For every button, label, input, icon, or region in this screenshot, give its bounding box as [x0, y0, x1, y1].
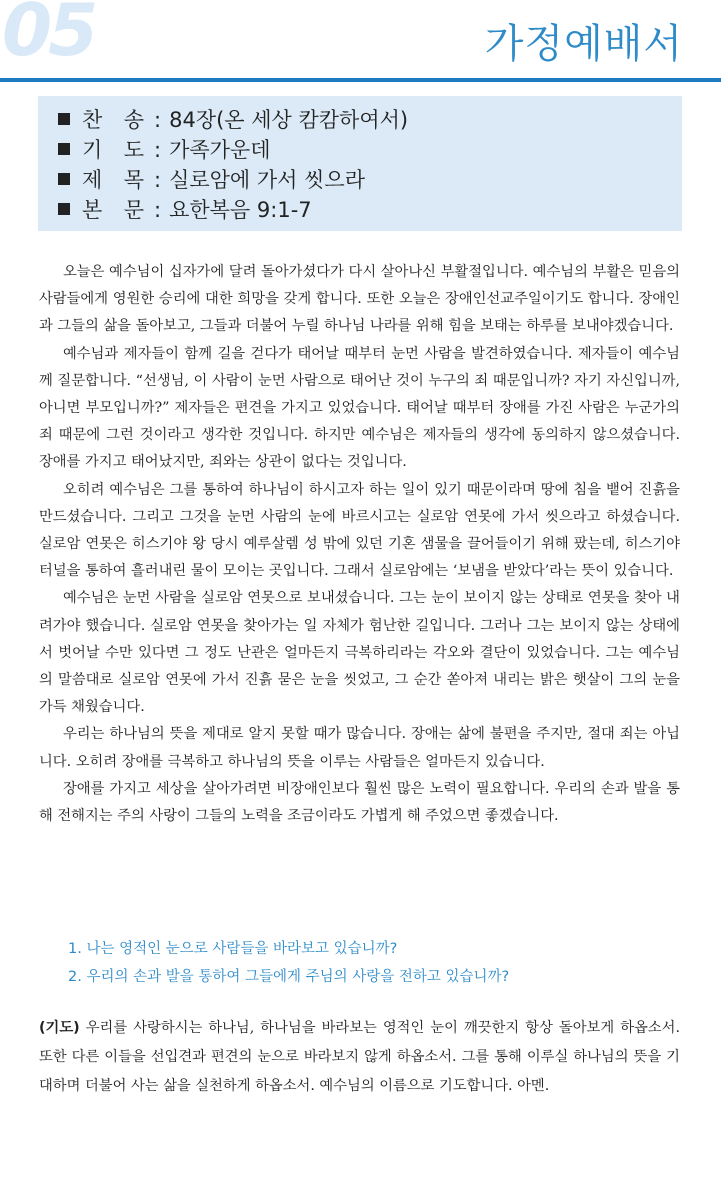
sermon-body: [39, 259, 680, 830]
sermon-paragraph: 오히려 예수님은 그를 통하여 하나님이 하시고자 하는 일이 있기 때문이라며 땅에 침을 뱉어 진흙을 만드셨습니다. 그리고 그것을 눈먼 사람의 눈에 바르시고는 실로암 연못에 가서 씻으라고 하셨습니다. 실로암 연못은 히스기야 왕 당시 예루살렘 성 밖에 있던 기혼 샘물을 끌어들이기 위해 팠는데, 히스기야 터널을 통하여 흘러내린 물이 모이는 곳입니다. 그래서 실로암에는 ‘보냄을 받았다’라는 뜻이 있습니다.: [39, 481, 680, 580]
closing-prayer: [39, 1014, 680, 1101]
sermon-paragraph: 오늘은 예수님이 십자가에 달려 돌아가셨다가 다시 살아나신 부활절입니다. 예수님의 부활은 믿음의 사람들에게 영원한 승리에 대한 희망을 갖게 합니다. 또한 오늘은 장애인선교주일이기도 합니다. 장애인과 그들의 삶을 돌아보고, 그들과 더불어 누릴 하나님 나라를 위해 힘을 보태는 하루를 보내야겠습니다.: [39, 264, 680, 335]
bullet-square-icon: [58, 173, 70, 185]
page-number: 05: [2, 0, 95, 72]
sermon-paragraph: 예수님과 제자들이 함께 길을 걷다가 태어날 때부터 눈먼 사람을 발견하였습니다. 제자들이 예수님께 질문합니다. “선생님, 이 사람이 눈먼 사람으로 태어난 것이 누구의 죄 때문입니까? 자기 자신입니까, 아니면 부모입니까?” 제자들은 편견을 가지고 있었습니다. 태어날 때부터 장애를 가진 사람은 누군가의 죄 때문에 그런 것이라고 생각한 것입니다. 하지만 예수님은 제자들의 생각에 동의하지 않으셨습니다. 장애를 가지고 태어났지만, 죄와는 상관이 없다는 것입니다.: [39, 345, 680, 471]
info-label: 제 목: [82, 168, 144, 192]
info-label: 찬 송: [82, 108, 144, 132]
info-row-hymn: 찬 송 : 84장(온 세상 캄캄하여서): [58, 110, 408, 131]
question-item: 1. 나는 영적인 눈으로 사람들을 바라보고 있습니까?: [68, 941, 398, 957]
sermon-paragraph: 예수님은 눈먼 사람을 실로암 연못으로 보내셨습니다. 그는 눈이 보이지 않는 상태로 연못을 찾아 내려가야 했습니다. 실로암 연못을 찾아가는 일 자체가 험난한 길입니다. 그러나 그는 보이지 않는 상태에서 벗어날 수만 있다면 그 정도 난관은 얼마든지 극복하리라는 각오와 결단이 있었습니다. 그는 예수님의 말씀대로 실로암 연못에 가서 진흙 묻은 눈을 씻었고, 그 순간 쏟아져 내리는 밝은 햇살이 그의 눈을 가득 채웠습니다.: [39, 590, 680, 716]
question-item: 2. 우리의 손과 발을 통하여 그들에게 주님의 사랑을 전하고 있습니까?: [68, 969, 510, 985]
info-label: 본 문: [82, 198, 144, 222]
page-title: 가정예배서: [484, 21, 683, 67]
sermon-paragraph: 우리는 하나님의 뜻을 제대로 알지 못할 때가 많습니다. 장애는 삶에 불편을 주지만, 절대 죄는 아닙니다. 오히려 장애를 극복하고 하나님의 뜻을 이루는 사람들은 얼마든지 있습니다.: [39, 726, 680, 770]
info-label: 기 도: [82, 138, 144, 162]
header-rule: [0, 78, 721, 82]
info-row-subject: 제 목 : 실로암에 가서 씻으라: [58, 170, 365, 191]
bullet-square-icon: [58, 143, 70, 155]
sermon-paragraph: 장애를 가지고 세상을 살아가려면 비장애인보다 훨씬 많은 노력이 필요합니다. 우리의 손과 발을 통해 전해지는 주의 사랑이 그들의 노력을 조금이라도 가볍게 해 주었으면 좋겠습니다.: [39, 780, 680, 825]
reflection-questions: [68, 935, 509, 991]
info-row-prayer: 기 도 : 가족가운데: [58, 140, 271, 161]
info-value: 실로암에 가서 씻으라: [169, 168, 366, 192]
prayer-text: 우리를 사랑하시는 하나님, 하나님을 바라보는 영적인 눈이 깨끗한지 항상 돌아보게 하옵소서. 또한 다른 이들을 선입견과 편견의 눈으로 바라보지 않게 하옵소서. 그를 통해 이루실 하나님의 뜻을 기대하며 더불어 사는 삶을 실천하게 하옵소서. 예수님의 이름으로 기도합니다. 아멘.: [39, 1020, 680, 1094]
info-row-scripture: 본 문 : 요한복음 9:1-7: [58, 200, 312, 221]
info-value: 84장(온 세상 캄캄하여서): [169, 108, 409, 132]
info-value: 요한복음 9:1-7: [169, 198, 312, 222]
bullet-square-icon: [58, 113, 70, 125]
prayer-label: (기도): [39, 1020, 80, 1036]
bullet-square-icon: [58, 203, 70, 215]
info-value: 가족가운데: [169, 138, 271, 162]
